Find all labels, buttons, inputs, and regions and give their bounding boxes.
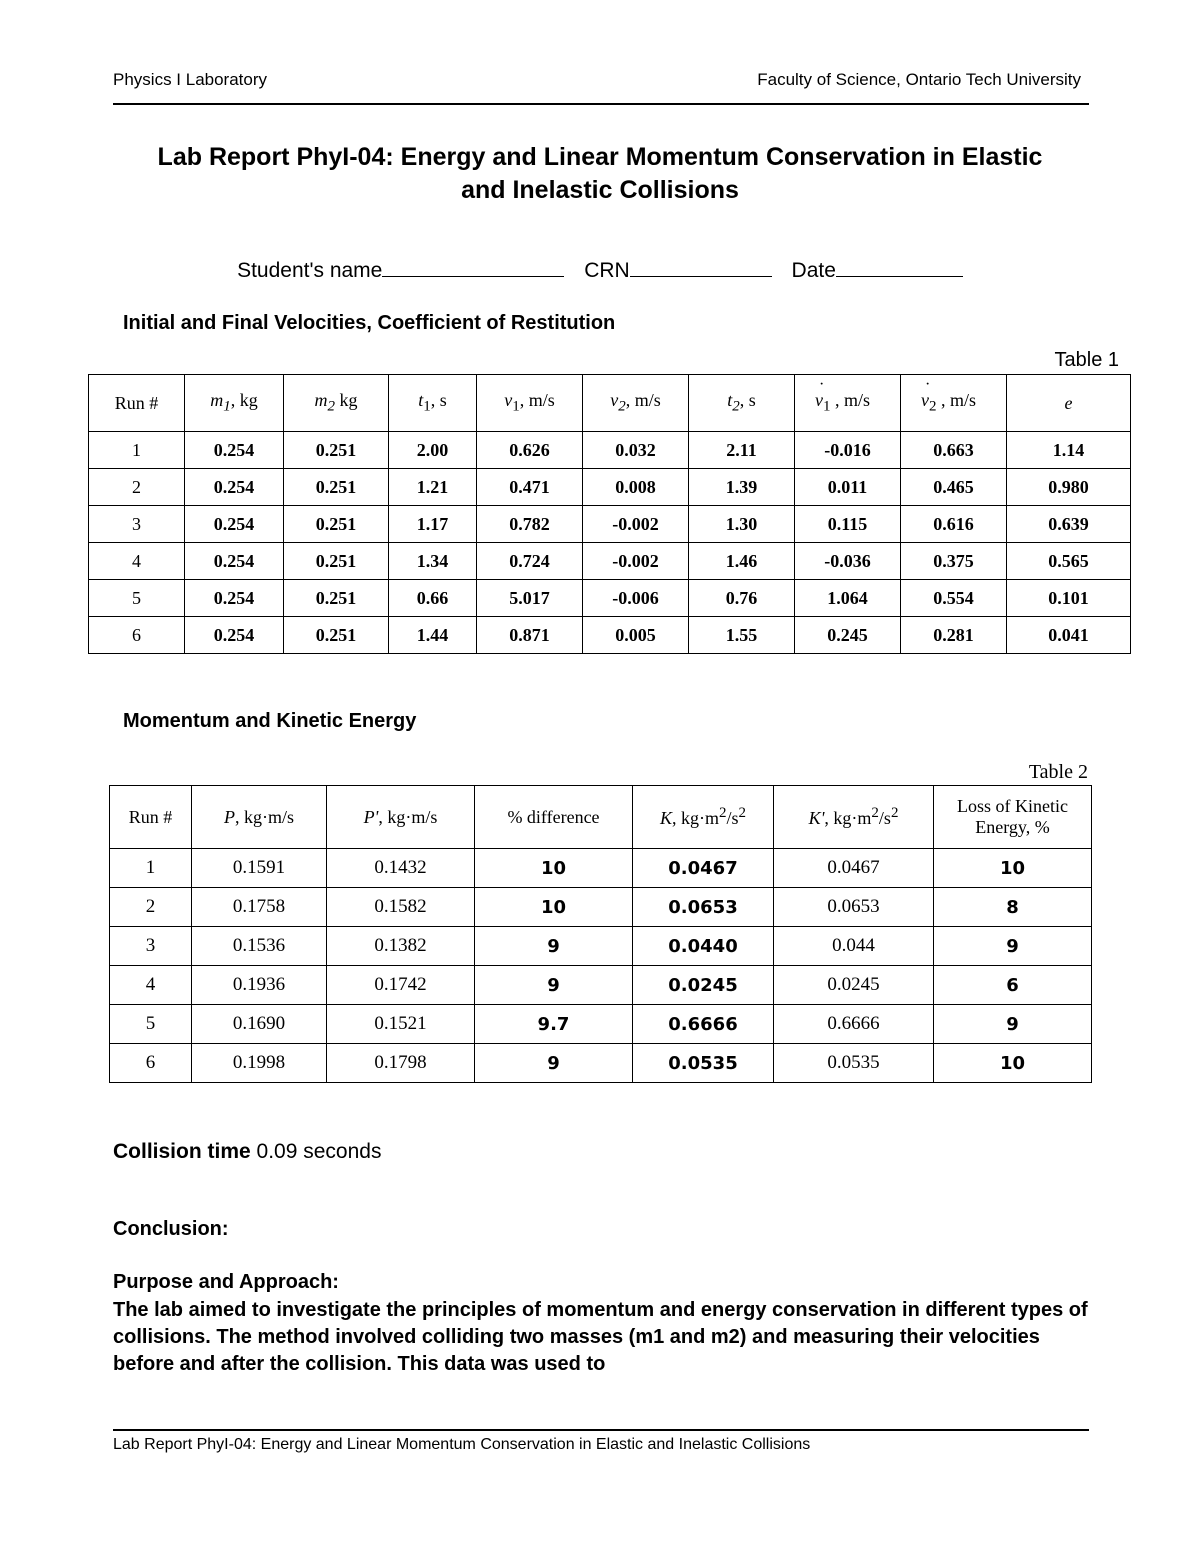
table-cell: 10: [934, 849, 1092, 888]
table-cell: 0.1536: [192, 927, 327, 966]
header-right: Faculty of Science, Ontario Tech University: [757, 70, 1081, 89]
table-cell: 0.616: [901, 506, 1007, 543]
table-cell: 6: [934, 966, 1092, 1005]
table-cell: 10: [934, 1044, 1092, 1083]
purpose-heading: Purpose and Approach:: [113, 1271, 339, 1293]
table-row: [89, 617, 1131, 654]
table-cell: 5.017: [477, 580, 583, 617]
footer-rule: [113, 1429, 1089, 1431]
table-cell: 6: [89, 617, 185, 654]
table-cell: 0.565: [1007, 543, 1131, 580]
table-cell: -0.006: [583, 580, 689, 617]
table-cell: 1.30: [689, 506, 795, 543]
table-cell: 0.251: [284, 432, 389, 469]
table-cell: 0.66: [389, 580, 477, 617]
table-2-caption: Table 2: [1028, 761, 1088, 783]
t1-h-v2: $v_2$, m/s: [583, 375, 689, 432]
table-cell: 1.44: [389, 617, 477, 654]
table-cell: 0.254: [185, 432, 284, 469]
section-2-heading: Momentum and Kinetic Energy: [123, 710, 417, 732]
collision-time: [113, 1140, 381, 1164]
conclusion-heading: Conclusion:: [113, 1218, 229, 1240]
t2-h-run: Run #: [110, 786, 192, 849]
table-cell: 1: [89, 432, 185, 469]
table-cell: 10: [475, 849, 633, 888]
table-cell: 1.14: [1007, 432, 1131, 469]
table-cell: 9: [475, 966, 633, 1005]
section-1-heading: Initial and Final Velocities, Coefficient of Restitution: [123, 312, 616, 334]
table-cell: 0.465: [901, 469, 1007, 506]
t1-h-v2-final: · $v_2$ , m/s: [901, 375, 1007, 432]
table-row: [89, 469, 1131, 506]
header-left: Physics I Laboratory: [113, 70, 268, 89]
t1-h-v1-final: · $v_1$ , m/s: [795, 375, 901, 432]
table-cell: 1.064: [795, 580, 901, 617]
table-1-body: [89, 432, 1131, 654]
t1-h-e: e: [1007, 375, 1131, 432]
table-cell: 0.251: [284, 469, 389, 506]
t1-h-v1: $v_1$, m/s: [477, 375, 583, 432]
table-row: [89, 580, 1131, 617]
table-cell: 0.1936: [192, 966, 327, 1005]
table-row: [89, 506, 1131, 543]
table-1-header-row: [89, 375, 1131, 432]
table-row: [89, 432, 1131, 469]
table-cell: -0.036: [795, 543, 901, 580]
table-cell: 1.55: [689, 617, 795, 654]
table-row: [110, 888, 1092, 927]
t1-h-t2: $t_2$, s: [689, 375, 795, 432]
table-cell: 6: [110, 1044, 192, 1083]
table-cell: 2: [110, 888, 192, 927]
table-cell: 0.471: [477, 469, 583, 506]
table-cell: 0.0467: [633, 849, 774, 888]
table-cell: 0.724: [477, 543, 583, 580]
table-cell: 3: [89, 506, 185, 543]
title-line-1: Lab Report PhyI-04: Energy and Linear Momentum Conservation in Elastic: [157, 143, 1043, 171]
table-cell: 0.1382: [327, 927, 475, 966]
table-cell: 2.11: [689, 432, 795, 469]
table-cell: 0.0653: [633, 888, 774, 927]
table-cell: 5: [89, 580, 185, 617]
table-cell: 0.0440: [633, 927, 774, 966]
table-cell: 0.0535: [774, 1044, 934, 1083]
table-cell: 0.554: [901, 580, 1007, 617]
table-row: [89, 543, 1131, 580]
collision-time-value: 0.09 seconds: [250, 1140, 382, 1163]
date-blank[interactable]: [836, 258, 963, 277]
table-cell: 0.251: [284, 617, 389, 654]
table-cell: 0.005: [583, 617, 689, 654]
table-cell: 0.782: [477, 506, 583, 543]
table-1-caption: Table 1: [1054, 349, 1119, 371]
table-cell: 0.251: [284, 506, 389, 543]
table-cell: 0.1521: [327, 1005, 475, 1044]
table-cell: 0.251: [284, 543, 389, 580]
table-cell: 0.639: [1007, 506, 1131, 543]
page-title: [100, 141, 1100, 207]
date-label: Date: [791, 259, 836, 282]
t1-h-m2: $m_2$ kg: [284, 375, 389, 432]
table-cell: 0.254: [185, 617, 284, 654]
table-cell: 9: [934, 1005, 1092, 1044]
table-cell: 1: [110, 849, 192, 888]
table-cell: 5: [110, 1005, 192, 1044]
crn-blank[interactable]: [630, 258, 772, 277]
t2-h-k-prime: K', $kg\cdot m^2/s^2$: [774, 786, 934, 849]
t2-h-p-prime: P', kg·m/s: [327, 786, 475, 849]
table-cell: 0.375: [901, 543, 1007, 580]
table-cell: -0.016: [795, 432, 901, 469]
table-cell: 0.254: [185, 543, 284, 580]
table-cell: 1.17: [389, 506, 477, 543]
t2-h-k: K, $kg\cdot m^2/s^2$: [633, 786, 774, 849]
table-2-header-row: [110, 786, 1092, 849]
table-cell: 3: [110, 927, 192, 966]
t1-h-run: Run #: [89, 375, 185, 432]
table-cell: 0.008: [583, 469, 689, 506]
table-2-body: [110, 849, 1092, 1083]
table-cell: 0.0245: [774, 966, 934, 1005]
table-cell: 0.254: [185, 469, 284, 506]
table-cell: 0.1432: [327, 849, 475, 888]
table-cell: 0.1742: [327, 966, 475, 1005]
table-row: [110, 1005, 1092, 1044]
table-cell: 1.34: [389, 543, 477, 580]
table-cell: 0.871: [477, 617, 583, 654]
table-row: [110, 849, 1092, 888]
table-cell: 0.0653: [774, 888, 934, 927]
table-cell: 0.1758: [192, 888, 327, 927]
table-cell: 9: [475, 1044, 633, 1083]
table-cell: -0.002: [583, 506, 689, 543]
table-cell: 0.0467: [774, 849, 934, 888]
table-cell: 2: [89, 469, 185, 506]
table-cell: 1.39: [689, 469, 795, 506]
table-cell: 9: [475, 927, 633, 966]
table-2: [109, 785, 1092, 1083]
table-cell: 0.101: [1007, 580, 1131, 617]
table-cell: 1.46: [689, 543, 795, 580]
collision-time-label: Collision time: [113, 1140, 251, 1163]
table-cell: 9.7: [475, 1005, 633, 1044]
table-cell: 0.254: [185, 506, 284, 543]
table-cell: 4: [110, 966, 192, 1005]
student-info-line: [0, 258, 1200, 283]
table-cell: 2.00: [389, 432, 477, 469]
table-cell: 4: [89, 543, 185, 580]
table-cell: 0.980: [1007, 469, 1131, 506]
table-cell: 0.1690: [192, 1005, 327, 1044]
t2-h-ke-loss: Loss of Kinetic Energy, %: [934, 786, 1092, 849]
table-cell: 10: [475, 888, 633, 927]
table-cell: 0.1582: [327, 888, 475, 927]
table-row: [110, 927, 1092, 966]
table-cell: 0.663: [901, 432, 1007, 469]
table-cell: 0.032: [583, 432, 689, 469]
table-cell: 0.251: [284, 580, 389, 617]
t2-h-pct-diff: % difference: [475, 786, 633, 849]
table-cell: 1.21: [389, 469, 477, 506]
table-cell: 0.0245: [633, 966, 774, 1005]
table-cell: 0.115: [795, 506, 901, 543]
table-cell: 0.626: [477, 432, 583, 469]
title-line-2: and Inelastic Collisions: [461, 176, 739, 204]
student-name-label: Student's name: [237, 259, 383, 282]
table-cell: 0.6666: [774, 1005, 934, 1044]
table-cell: 0.254: [185, 580, 284, 617]
t1-h-t1: $t_1$, s: [389, 375, 477, 432]
table-cell: 0.1998: [192, 1044, 327, 1083]
table-cell: 0.044: [774, 927, 934, 966]
table-1: [88, 374, 1131, 654]
table-cell: -0.002: [583, 543, 689, 580]
table-cell: 8: [934, 888, 1092, 927]
table-cell: 0.6666: [633, 1005, 774, 1044]
table-cell: 0.0535: [633, 1044, 774, 1083]
table-cell: 0.041: [1007, 617, 1131, 654]
table-cell: 9: [934, 927, 1092, 966]
footer-text: Lab Report PhyI-04: Energy and Linear Momentum Conservation in Elastic and Inelastic Collisions: [113, 1436, 811, 1453]
table-cell: 0.76: [689, 580, 795, 617]
table-cell: 0.281: [901, 617, 1007, 654]
table-cell: 0.1798: [327, 1044, 475, 1083]
table-row: [110, 1044, 1092, 1083]
student-name-blank[interactable]: [382, 258, 564, 277]
crn-label: CRN: [584, 259, 630, 282]
table-cell: 0.245: [795, 617, 901, 654]
table-row: [110, 966, 1092, 1005]
table-cell: 0.011: [795, 469, 901, 506]
purpose-text: The lab aimed to investigate the principles of momentum and energy conservation in different types of collisions. The method involved colliding two masses (m1 and m2) and measuring their velocities before and after the collision. This data was used to: [113, 1299, 1088, 1375]
header-rule: [113, 103, 1089, 105]
table-cell: 0.1591: [192, 849, 327, 888]
t2-h-p: P, kg·m/s: [192, 786, 327, 849]
t1-h-m1: $m_1$, kg: [185, 375, 284, 432]
